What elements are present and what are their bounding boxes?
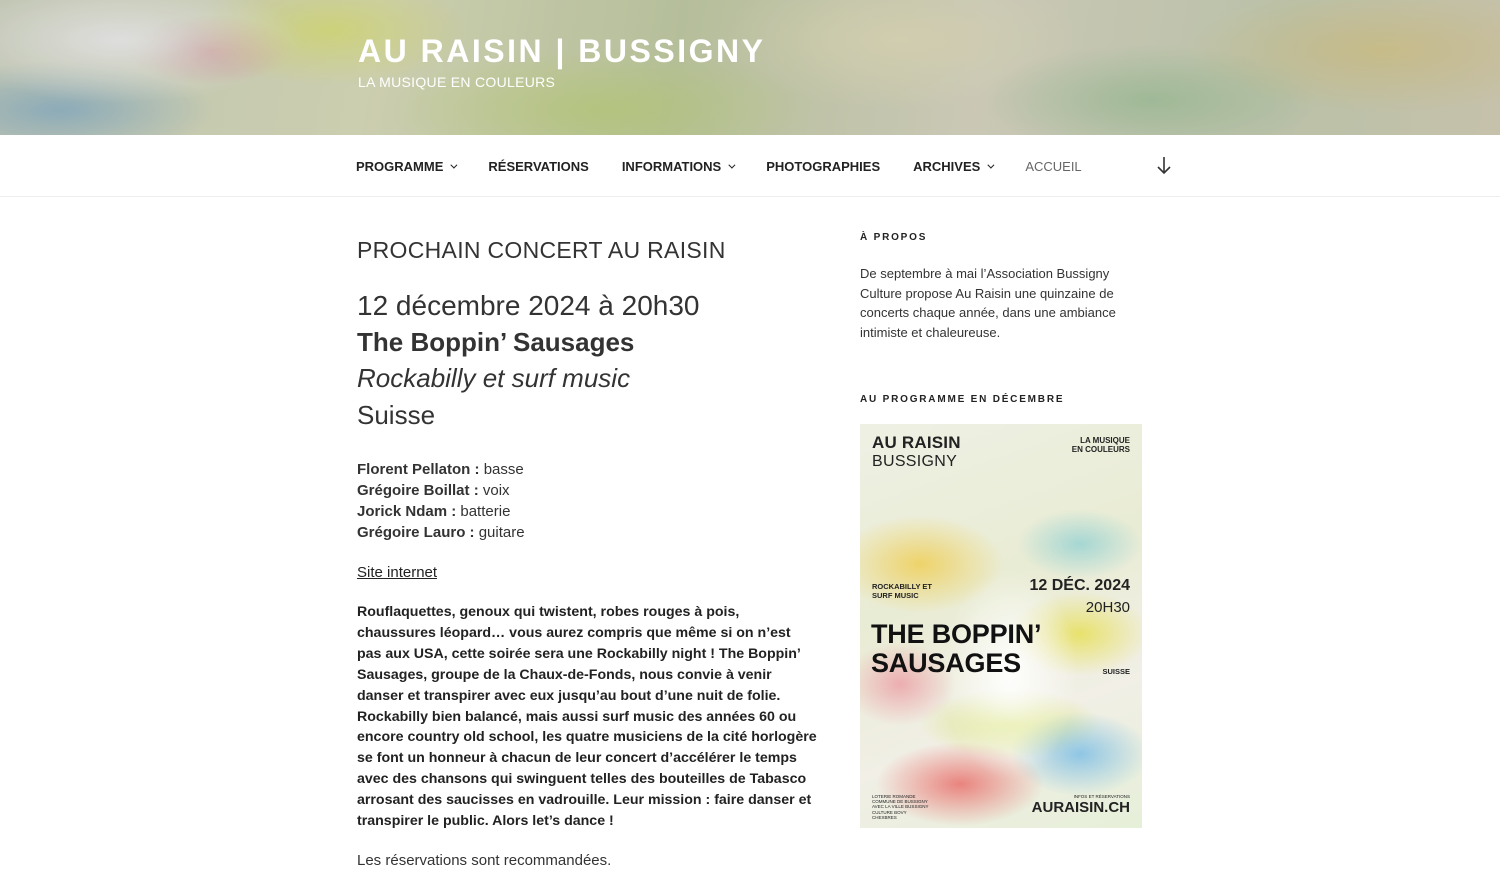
page-title: PROCHAIN CONCERT AU RAISIN (357, 237, 726, 263)
nav-item-reservations[interactable] (488, 159, 588, 174)
about-widget-text: De septembre à mai l’Association Bussigny Culture propose Au Raisin une quinzaine de concerts chaque année, dans une ambiance intimiste et chaleureuse. (860, 266, 1116, 340)
member-role: guitare (478, 524, 525, 541)
poster-genre-line: ROCKABILLY ET (872, 582, 933, 591)
poster-url: AURAISIN.CH (1031, 799, 1130, 816)
band-members (357, 459, 817, 543)
poster-genre-line: SURF MUSIC (872, 591, 919, 600)
nav-item-archives[interactable] (913, 159, 992, 174)
member-row (357, 501, 817, 522)
main-navigation (0, 135, 1500, 197)
poster-band-line: THE BOPPIN’ (871, 619, 1042, 649)
arrow-down-icon[interactable] (1154, 153, 1174, 177)
member-row (357, 522, 817, 543)
nav-item-label: RÉSERVATIONS (488, 158, 589, 174)
poster-date: 12 DÉC. 2024 (1029, 577, 1130, 594)
concert-poster[interactable] (860, 424, 1142, 828)
poster-genre (872, 582, 952, 600)
member-name: Jorick Ndam : (357, 503, 457, 520)
poster-tagline-line: LA MUSIQUE (1080, 436, 1130, 445)
poster-sponsor-line: COMMUNE DE BUSSIGNY (872, 799, 928, 805)
member-row (357, 459, 817, 480)
program-widget (860, 394, 1142, 828)
member-name: Grégoire Boillat : (357, 482, 479, 499)
poster-tagline (1050, 436, 1130, 454)
site-header (0, 0, 1500, 135)
member-name: Florent Pellaton : (357, 461, 480, 478)
poster-info-label: INFOS ET RÉSERVATIONS (1073, 794, 1130, 799)
member-role: basse (483, 461, 524, 478)
event-date: 12 décembre 2024 à 20h30 (357, 290, 700, 321)
nav-item-label: PROGRAMME (356, 158, 444, 174)
poster-sponsors (872, 794, 932, 820)
sidebar (860, 232, 1142, 828)
poster-band (871, 620, 1071, 678)
event-description: Rouflaquettes, genoux qui twistent, robes rouges à pois, chaussures léopard… vous aurez compris que même si on n’est pas aux USA, cette soirée sera une Rockabilly night ! The Boppin’ Sausages, groupe de la Chaux-de-Fonds, nous convie à venir danser et transpirer avec eux jusqu’au bout d’une nuit de folie. Rockabilly bien balancé, mais aussi surf music des années 60 ou encore country old school, les quatre musiciens de la cité horlogère se font un honneur à chacun de leur concert d’accélérer le temps avec des chansons qui swinguent telles des bouteilles de Tabasco arrosant des saucisses en vadrouille. Leur mission : faire danser et transpirer le public. Alors let’s dance ! (357, 604, 817, 830)
poster-city: BUSSIGNY (872, 453, 958, 470)
site-title[interactable]: AU RAISIN | BUSSIGNY (358, 33, 766, 69)
nav-item-programme[interactable] (356, 159, 455, 174)
member-name: Grégoire Lauro : (357, 524, 475, 541)
chevron-down-icon (451, 161, 458, 168)
poster-band-line: SAUSAGES (871, 648, 1021, 678)
nav-item-accueil[interactable] (1025, 159, 1081, 174)
poster-time: 20H30 (1085, 599, 1130, 616)
nav-item-label: ACCUEIL (1025, 158, 1082, 174)
event-country: Suisse (357, 400, 436, 430)
nav-menu (356, 135, 1115, 197)
chevron-down-icon (988, 161, 995, 168)
poster-sponsor-line: CULTURE BOVY CHEXBRES (872, 809, 907, 820)
chevron-down-icon (729, 161, 736, 168)
nav-item-informations[interactable] (622, 159, 733, 174)
poster-tagline-line: EN COULEURS (1071, 445, 1130, 454)
member-role: batterie (460, 503, 511, 520)
about-widget-title: À PROPOS (860, 232, 928, 243)
poster-country: SUISSE (1102, 667, 1130, 676)
member-role: voix (482, 482, 510, 499)
nav-item-label: PHOTOGRAPHIES (766, 158, 881, 174)
event-genre: Rockabilly et surf music (357, 363, 631, 393)
band-website-link[interactable]: Site internet (357, 564, 438, 581)
reservations-note: Les réservations sont recommandées. (357, 851, 612, 869)
poster-sponsor-line: AVEC LA VILLE BUSSIGNY (872, 804, 929, 810)
nav-item-photographies[interactable] (766, 159, 880, 174)
program-widget-title: AU PROGRAMME EN DÉCEMBRE (860, 394, 1065, 405)
event-band: The Boppin’ Sausages (357, 327, 635, 357)
nav-item-label: INFORMATIONS (621, 158, 722, 174)
site-branding (358, 32, 765, 90)
poster-venue: AU RAISIN (872, 433, 961, 452)
nav-item-label: ARCHIVES (913, 158, 981, 174)
member-row (357, 480, 817, 501)
poster-sponsor-line: LOTERIE ROMANDE (872, 794, 916, 799)
site-tagline: LA MUSIQUE EN COULEURS (358, 74, 556, 90)
main-content (357, 236, 817, 869)
